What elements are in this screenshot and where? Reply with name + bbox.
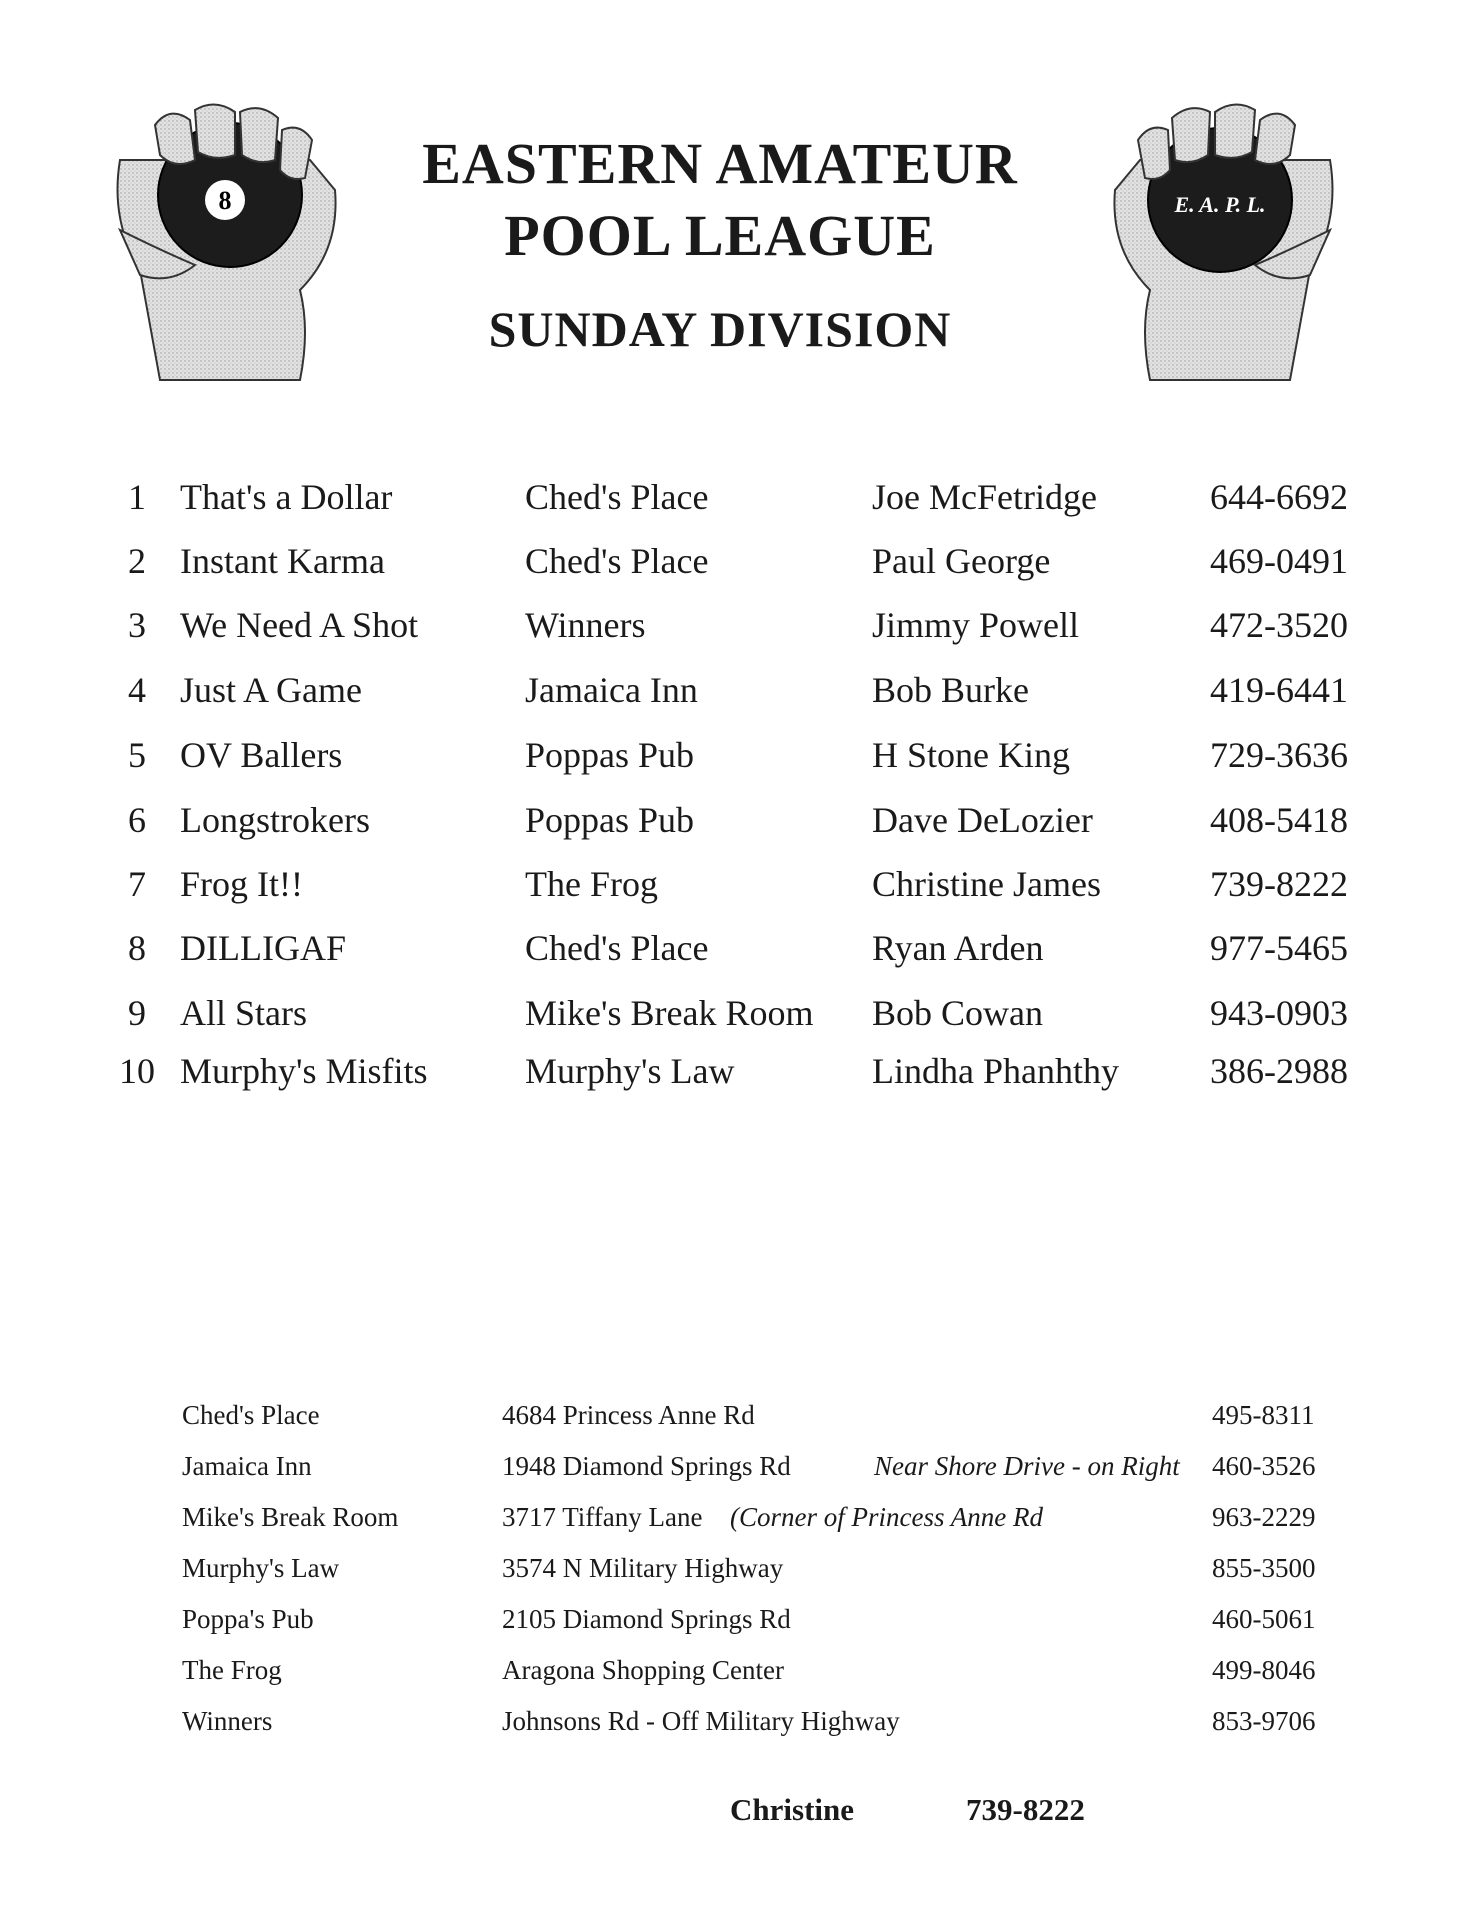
team-venue: Poppas Pub: [525, 800, 695, 840]
team-number: 4: [128, 670, 146, 710]
team-phone: 472-3520: [1210, 605, 1348, 645]
team-phone: 739-8222: [1210, 864, 1348, 904]
division-heading: SUNDAY DIVISION: [488, 301, 952, 357]
team-venue: Murphy's Law: [525, 1051, 735, 1091]
team-venue: Ched's Place: [525, 541, 709, 581]
venue-row: [0, 1706, 1484, 1750]
team-row: [0, 992, 1484, 1052]
team-phone: 644-6692: [1210, 477, 1348, 517]
team-phone: 729-3636: [1210, 735, 1348, 775]
team-name: Just A Game: [180, 670, 363, 710]
team-venue: Ched's Place: [525, 928, 709, 968]
team-name: DILLIGAF: [180, 928, 346, 968]
team-number: 6: [128, 800, 146, 840]
team-number: 2: [128, 541, 146, 581]
venue-phone: 963-2229: [1212, 1502, 1316, 1532]
team-number: 7: [128, 864, 146, 904]
hand-holding-eight-ball-icon: [100, 100, 350, 390]
venue-note: (Corner of Princess Anne Rd: [730, 1502, 1043, 1532]
venue-name: Mike's Break Room: [182, 1502, 399, 1532]
team-row: [0, 540, 1484, 600]
team-phone: 943-0903: [1210, 993, 1348, 1033]
team-name: That's a Dollar: [180, 477, 393, 517]
team-name: Murphy's Misfits: [180, 1051, 428, 1091]
venue-name: Winners: [182, 1706, 273, 1736]
venue-row: [0, 1604, 1484, 1648]
venue-address: Aragona Shopping Center: [502, 1655, 784, 1685]
team-number: 5: [128, 735, 146, 775]
title-line-1: EASTERN AMATEUR: [422, 131, 1018, 196]
team-number: 1: [128, 477, 146, 517]
venue-row: [0, 1451, 1484, 1495]
venue-name: Poppa's Pub: [182, 1604, 314, 1634]
team-row: [0, 1050, 1484, 1110]
contact-name: Christine: [730, 1792, 854, 1827]
venue-name: Jamaica Inn: [182, 1451, 312, 1481]
team-captain: H Stone King: [872, 735, 1070, 775]
venue-phone: 495-8311: [1212, 1400, 1315, 1430]
team-captain: Bob Burke: [872, 670, 1029, 710]
team-row: [0, 476, 1484, 536]
team-number: 9: [128, 993, 146, 1033]
team-number: 3: [128, 605, 146, 645]
team-phone: 469-0491: [1210, 541, 1348, 581]
team-venue: Poppas Pub: [525, 735, 695, 775]
venue-phone: 460-3526: [1212, 1451, 1316, 1481]
title-line-2: POOL LEAGUE: [504, 203, 936, 268]
venue-address: 3717 Tiffany Lane: [502, 1502, 703, 1532]
team-captain: Jimmy Powell: [872, 605, 1080, 645]
venue-name: Ched's Place: [182, 1400, 320, 1430]
team-captain: Bob Cowan: [872, 993, 1043, 1033]
venue-row: [0, 1502, 1484, 1546]
team-name: All Stars: [180, 993, 308, 1033]
venue-name: Murphy's Law: [182, 1553, 340, 1583]
team-name: We Need A Shot: [180, 605, 419, 645]
team-venue: Jamaica Inn: [525, 670, 698, 710]
venue-phone: 460-5061: [1212, 1604, 1316, 1634]
hand-holding-eapl-ball-icon: [1100, 100, 1350, 390]
team-venue: Mike's Break Room: [525, 993, 814, 1033]
team-phone: 386-2988: [1210, 1051, 1348, 1091]
team-row: [0, 734, 1484, 794]
team-venue: The Frog: [525, 864, 658, 904]
eapl-ball-label: E. A. P. L.: [1174, 192, 1266, 217]
team-number: 10: [119, 1051, 155, 1091]
team-venue: Ched's Place: [525, 477, 709, 517]
team-number: 8: [128, 928, 146, 968]
venue-phone: 853-9706: [1212, 1706, 1316, 1736]
team-name: Instant Karma: [180, 541, 385, 581]
team-name: Longstrokers: [180, 800, 370, 840]
team-name: Frog It!!: [180, 864, 303, 904]
venue-address: 2105 Diamond Springs Rd: [502, 1604, 791, 1634]
venue-row: [0, 1400, 1484, 1444]
contact-phone: 739-8222: [966, 1792, 1085, 1827]
team-row: [0, 863, 1484, 923]
venue-address: Johnsons Rd - Off Military Highway: [502, 1706, 900, 1736]
team-captain: Lindha Phanhthy: [872, 1051, 1119, 1091]
venue-name: The Frog: [182, 1655, 282, 1685]
venue-row: [0, 1655, 1484, 1699]
venue-note: Near Shore Drive - on Right: [874, 1451, 1180, 1481]
team-captain: Christine James: [872, 864, 1101, 904]
team-phone: 977-5465: [1210, 928, 1348, 968]
team-phone: 419-6441: [1210, 670, 1348, 710]
team-phone: 408-5418: [1210, 800, 1348, 840]
venue-phone: 855-3500: [1212, 1553, 1316, 1583]
team-captain: Dave DeLozier: [872, 800, 1093, 840]
team-row: [0, 604, 1484, 664]
team-captain: Paul George: [872, 541, 1051, 581]
team-row: [0, 799, 1484, 859]
team-name: OV Ballers: [180, 735, 343, 775]
venue-address: 1948 Diamond Springs Rd: [502, 1451, 791, 1481]
venue-address: 3574 N Military Highway: [502, 1553, 784, 1583]
eight-ball-label: 8: [218, 186, 232, 215]
team-row: [0, 669, 1484, 729]
team-venue: Winners: [525, 605, 646, 645]
venue-phone: 499-8046: [1212, 1655, 1316, 1685]
league-title: [380, 128, 1060, 272]
venue-address: 4684 Princess Anne Rd: [502, 1400, 755, 1430]
venue-row: [0, 1553, 1484, 1597]
team-row: [0, 927, 1484, 987]
team-captain: Ryan Arden: [872, 928, 1044, 968]
team-captain: Joe McFetridge: [872, 477, 1097, 517]
